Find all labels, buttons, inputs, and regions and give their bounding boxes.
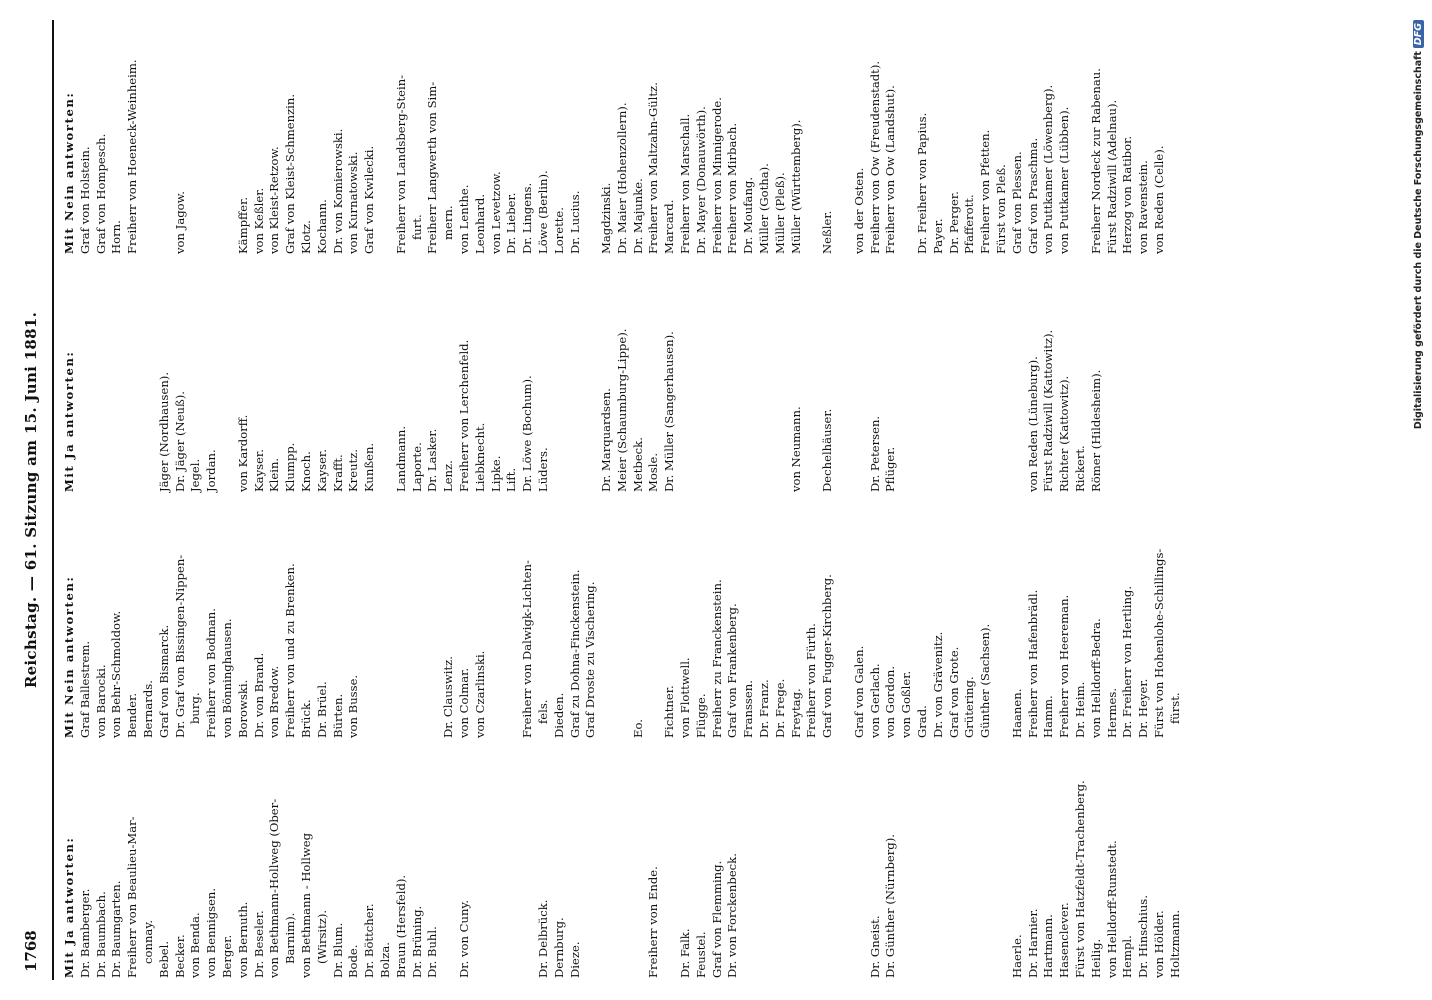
column-spacer — [441, 753, 457, 978]
column-spacer — [504, 753, 520, 978]
member-name: Heilig. — [1088, 938, 1103, 978]
member-name: Dr. Harnier. — [1025, 908, 1040, 978]
member-name: Pfafferott. — [962, 194, 977, 254]
column-spacer — [78, 267, 94, 492]
column-spacer — [141, 14, 157, 254]
page-header — [0, 0, 60, 1000]
member-name: Dr. Brüel. — [314, 681, 329, 738]
column-spacer — [931, 753, 947, 978]
column-spacer — [425, 506, 441, 738]
member-name: Dr. Heyer. — [1136, 678, 1151, 738]
column-spacer — [836, 267, 852, 492]
member-name: Neßler. — [820, 210, 835, 254]
member-name: Graf von Grote. — [946, 646, 961, 738]
column-spacer — [568, 267, 584, 492]
member-name: Freiherr von Heereman. — [1057, 594, 1072, 738]
member-name: Kayser. — [251, 449, 266, 492]
member-name: Payer. — [930, 218, 945, 254]
member-name: burg. — [188, 692, 203, 724]
credit-text: Digitalisierung gefördert durch die Deutsche Forschungsgemeinschaft — [1413, 51, 1424, 430]
member-name: von Reden (Lüneburg). — [1025, 356, 1040, 492]
member-name: Römer (Hildesheim). — [1088, 369, 1103, 492]
column-spacer — [725, 267, 741, 492]
member-name: Fürst von Hatzfeldt-Trachenberg. — [1073, 780, 1087, 978]
member-name: von Goßler. — [899, 670, 914, 738]
member-name: Dr. Perger. — [946, 191, 961, 254]
member-name: fels. — [535, 699, 550, 724]
member-name: Freiherr von Minnigerode. — [709, 97, 724, 254]
member-name: Dr. von Cuny. — [456, 899, 471, 978]
member-name: Metbeck. — [630, 437, 645, 492]
member-name: Müller (Gotha). — [757, 163, 772, 254]
column-spacer — [852, 267, 868, 492]
column-spacer — [520, 753, 536, 978]
member-name: Dr. Hinschius. — [1136, 895, 1151, 978]
column-spacer — [789, 753, 805, 978]
column-spacer — [757, 267, 773, 492]
member-name: Graf Droste zu Vischering. — [583, 581, 598, 738]
column-spacer — [978, 753, 994, 978]
member-name: Freiherr von Bodman. — [204, 608, 219, 738]
member-name: Kreutz. — [346, 449, 361, 492]
page-number: 1768 — [22, 930, 40, 972]
column-spacer — [188, 14, 204, 254]
column-spacer — [836, 753, 852, 978]
member-name: Freytag. — [788, 688, 803, 738]
digitization-credit — [1413, 0, 1427, 1000]
column-2 — [62, 506, 1184, 738]
member-name: Dr. Freiherr von Papius. — [915, 112, 930, 254]
member-name: Graf von Flemming. — [709, 860, 724, 978]
member-name: Dr. von Brand. — [251, 652, 266, 738]
member-name: Freiherr von Beaulieu-Mar- — [125, 816, 140, 978]
member-name: von Czarlinski. — [472, 650, 487, 738]
member-name: Dr. Majunke. — [630, 178, 645, 254]
member-name: Freiherr Nordeck zur Rabenau. — [1088, 68, 1103, 254]
member-name: von Helldorff-Runstedt. — [1104, 840, 1119, 978]
member-name: Bebel. — [156, 940, 171, 978]
member-name: Freiherr von Hoeneck-Weinheim. — [125, 59, 140, 254]
member-name: Hempl. — [1120, 935, 1135, 978]
column-spacer — [773, 753, 789, 978]
member-name: Graf von Holstein. — [77, 146, 92, 254]
column-spacer — [694, 267, 710, 492]
column-spacer — [915, 753, 931, 978]
member-name: Graf Ballestrem. — [77, 640, 92, 738]
member-name: Dr. Bamberger. — [77, 888, 92, 978]
member-name: mern. — [441, 205, 456, 240]
column-spacer — [646, 506, 662, 738]
member-name: Dr. Müller (Sangerhausen). — [662, 331, 677, 492]
member-name: Dr. Löwe (Bochum). — [520, 375, 535, 492]
member-name: Graf von Frankenberg. — [725, 603, 740, 738]
member-name: Klumpp. — [283, 442, 298, 492]
member-name: Fürst von Pleß. — [994, 164, 1009, 254]
member-name: von Kardorff. — [235, 414, 250, 492]
member-name: von Flottwell. — [678, 657, 693, 738]
member-name: Dr. Blum. — [330, 922, 345, 978]
member-name: Dr. Moufang. — [741, 176, 756, 254]
member-name: Dr. Marquardsen. — [599, 388, 614, 492]
member-name: von Reden (Celle). — [1151, 145, 1166, 254]
column-spacer — [220, 267, 236, 492]
column-spacer — [410, 506, 426, 738]
member-name: von Kleist-Retzow. — [267, 146, 282, 254]
member-name: Dr. Lieber. — [504, 192, 519, 254]
member-name: von Neumann. — [788, 406, 803, 492]
member-name: Dr. Delbrück. — [535, 899, 550, 978]
member-name: Dr. Mayer (Donauwörth). — [693, 106, 708, 254]
member-name: Dr. Jäger (Neuß). — [172, 391, 187, 492]
member-name: Freiherr von Landsberg-Stein- — [393, 74, 408, 254]
member-name: Graf von Plessen. — [1009, 151, 1024, 254]
member-name: Fürst von Hohenlohe-Schillings- — [1151, 548, 1166, 738]
member-name: Magdzinski. — [599, 182, 614, 254]
column-spacer — [710, 267, 726, 492]
member-name: Fürst Radziwill (Kattowitz). — [1041, 329, 1056, 492]
column-spacer — [552, 267, 568, 492]
member-name: Liebknecht. — [472, 422, 487, 492]
column-1 — [62, 753, 1184, 978]
member-name: Dr. Gneist. — [867, 915, 882, 978]
member-name: von Bethmann-Hollweg (Ober- — [267, 798, 282, 978]
column-spacer — [599, 753, 615, 978]
member-name: Dr. Günther (Nürnberg). — [883, 834, 898, 978]
member-name: Dr. Baumgarten. — [109, 880, 124, 978]
member-name: Dieze. — [567, 941, 582, 978]
member-name: Grad. — [915, 705, 930, 738]
member-name: Kochann. — [314, 199, 329, 254]
member-name: Dieden. — [551, 692, 566, 738]
column-spacer — [141, 267, 157, 492]
member-name: Müller (Pleß). — [772, 172, 787, 254]
dfg-badge: DFG — [1413, 20, 1424, 48]
member-name: Graf von Kleist-Schmenzin. — [283, 93, 298, 254]
column-spacer — [583, 753, 599, 978]
member-name: Haerle. — [1009, 934, 1024, 978]
member-name: (Wirsitz). — [314, 909, 329, 964]
column-heading: Mit Nein antworten: — [62, 91, 76, 254]
member-name: Dr. Maier (Hohenzollern). — [614, 102, 629, 254]
column-spacer — [394, 506, 410, 738]
member-name: Barnim). — [283, 912, 298, 964]
member-name: Mosle. — [646, 452, 661, 492]
member-name: Bernards. — [140, 680, 155, 738]
column-spacer — [978, 267, 994, 492]
member-name: Freiherr von Pfetten. — [978, 129, 993, 254]
member-name: von Barocki. — [93, 664, 108, 738]
column-spacer — [804, 267, 820, 492]
member-name: furt. — [409, 214, 424, 240]
column-spacer — [773, 267, 789, 492]
member-name: Dr. Baumbach. — [93, 891, 108, 978]
column-spacer — [125, 267, 141, 492]
member-name: Jordan. — [204, 449, 219, 492]
member-name: Graf von Galen. — [851, 645, 866, 738]
member-name: Freiherr von Dalwigk-Lichten- — [520, 560, 535, 738]
member-name: von Levetzow. — [488, 171, 503, 254]
member-name: Laporte. — [409, 442, 424, 492]
column-spacer — [852, 753, 868, 978]
member-name: Freiherr zu Franckenstein. — [709, 579, 724, 738]
member-name: Hartmann. — [1041, 914, 1056, 978]
column-spacer — [804, 753, 820, 978]
member-name: Freiherr von Fürth. — [804, 623, 819, 738]
member-name: Haanen. — [1009, 688, 1024, 738]
member-name: Flügge. — [693, 693, 708, 738]
member-name: fürst. — [1167, 692, 1182, 724]
member-name: von Gerlach. — [867, 663, 882, 738]
column-spacer — [804, 14, 820, 254]
member-name: Klotz. — [298, 220, 313, 254]
column-4 — [62, 14, 1168, 254]
member-name: connay. — [140, 919, 155, 964]
member-name: Graf von Kwilecki. — [362, 145, 377, 254]
member-name: Freiherr von Maltzahn-Gültz. — [646, 82, 661, 254]
member-name: Dechelhäuser. — [820, 408, 835, 492]
member-name: von Bönninghausen. — [219, 618, 234, 738]
member-name: Graf zu Dohna-Finckenstein. — [567, 569, 582, 738]
member-name: Pflüger. — [883, 446, 898, 492]
member-name: Feustel. — [693, 931, 708, 978]
member-name: Dr. Graf von Bissingen-Nippen- — [172, 554, 187, 738]
header-rule — [52, 20, 54, 980]
member-name: von Kurnatowski. — [346, 151, 361, 254]
column-spacer — [157, 14, 173, 254]
member-name: von Puttkamer (Lübben). — [1057, 106, 1072, 254]
column-spacer — [899, 14, 915, 254]
column-spacer — [757, 753, 773, 978]
column-spacer — [220, 14, 236, 254]
member-name: Dr. Franz. — [757, 679, 772, 738]
member-name: von Gordon. — [883, 665, 898, 738]
member-name: Graf von Fugger-Kirchberg. — [820, 574, 835, 738]
column-spacer — [109, 267, 125, 492]
member-name: Holtzmann. — [1167, 909, 1182, 978]
member-name: von Keßler. — [251, 187, 266, 254]
member-name: Krafft. — [330, 454, 345, 492]
member-name: Dr. Heim. — [1073, 681, 1087, 738]
member-name: von Lenthe. — [456, 184, 471, 254]
column-spacer — [489, 753, 505, 978]
member-name: Bender. — [125, 692, 140, 738]
column-3 — [62, 267, 1105, 492]
member-name: von der Osten. — [851, 167, 866, 254]
member-name: Dr. Petersen. — [867, 415, 882, 492]
member-name: Marcard. — [662, 199, 677, 254]
column-spacer — [931, 267, 947, 492]
member-name: Bürten. — [330, 693, 345, 738]
member-name: Becker. — [172, 934, 187, 978]
column-spacer — [915, 267, 931, 492]
column-spacer — [615, 506, 631, 738]
member-name: Lüders. — [535, 447, 550, 492]
column-heading: Mit Nein antworten: — [62, 575, 76, 738]
member-name: Graf von Hompesch. — [93, 133, 108, 254]
member-name: Lenz. — [441, 460, 456, 492]
column-spacer — [994, 753, 1010, 978]
member-name: Dr. Buhl. — [425, 926, 440, 978]
member-name: Richter (Kattowitz). — [1057, 375, 1072, 492]
column-spacer — [631, 753, 647, 978]
member-name: Dr. Falk. — [678, 928, 693, 978]
member-name: Dr. Clauswitz. — [441, 656, 456, 738]
member-name: Borowski. — [235, 679, 250, 738]
member-name: Horn. — [109, 220, 124, 254]
member-name: Freiherr von und zu Brenken. — [283, 563, 298, 738]
column-spacer — [947, 753, 963, 978]
member-name: Brück. — [298, 699, 313, 738]
member-name: von Helldorff-Bedra. — [1088, 618, 1103, 738]
member-name: Leonhard. — [472, 193, 487, 254]
member-name: Lipke. — [488, 455, 503, 492]
member-name: Dr. Brüning. — [409, 905, 424, 978]
member-name: von Hölder. — [1151, 910, 1166, 978]
column-spacer — [947, 267, 963, 492]
column-heading: Mit Ja antworten: — [62, 836, 76, 978]
column-spacer — [473, 753, 489, 978]
member-name: Dr. Böttcher. — [362, 903, 377, 978]
column-spacer — [741, 753, 757, 978]
column-spacer — [962, 267, 978, 492]
member-name: von Bethmann - Hollweg — [298, 832, 313, 978]
member-name: Dr. Beseler. — [251, 910, 266, 978]
member-name: Kämpffer. — [235, 196, 250, 254]
column-spacer — [489, 506, 505, 738]
member-name: von Bennigsen. — [204, 887, 219, 978]
column-spacer — [504, 506, 520, 738]
member-name: Freiherr Langwerth von Sim- — [425, 81, 440, 254]
column-spacer — [1073, 14, 1089, 254]
column-spacer — [599, 506, 615, 738]
column-spacer — [94, 267, 110, 492]
member-name: Franssen. — [741, 680, 756, 738]
member-name: Klein. — [267, 457, 282, 492]
column-spacer — [836, 506, 852, 738]
column-spacer — [741, 267, 757, 492]
member-name: von Behr-Schmoldow. — [109, 610, 124, 738]
column-spacer — [836, 14, 852, 254]
member-name: Freiherr von Mirbach. — [725, 122, 740, 254]
column-spacer — [1010, 267, 1026, 492]
member-name: Eo. — [630, 719, 645, 738]
member-name: von Ravenstein. — [1136, 160, 1151, 254]
column-spacer — [994, 506, 1010, 738]
member-name: Fichtner. — [662, 685, 677, 738]
member-name: Herzog von Ratibor. — [1120, 135, 1135, 254]
column-spacer — [962, 753, 978, 978]
column-spacer — [615, 753, 631, 978]
member-name: Jegel. — [188, 458, 203, 492]
member-name: Dr. von Grävenitz. — [930, 631, 945, 738]
member-name: Dr. von Forckenbeck. — [725, 853, 740, 978]
member-name: Löwe (Berlin). — [535, 170, 550, 254]
member-name: Dr. Lasker. — [425, 428, 440, 492]
member-name: Graf von Bismarck. — [156, 624, 171, 738]
member-name: Freiherr von Ow (Freudenstadt). — [867, 60, 882, 254]
member-name: Graf von Praschma. — [1025, 137, 1040, 254]
member-name: Hasenclever. — [1057, 902, 1072, 978]
column-spacer — [662, 753, 678, 978]
column-spacer — [378, 14, 394, 254]
member-name: Braun (Hersfeld). — [393, 874, 408, 978]
member-name: von Colmar. — [456, 667, 471, 738]
column-spacer — [820, 753, 836, 978]
column-spacer — [899, 753, 915, 978]
member-name: Dr. Freiherr von Hertling. — [1120, 585, 1135, 738]
member-name: Dr. Frege. — [772, 678, 787, 738]
member-name: Berger. — [219, 934, 234, 978]
member-name: Müller (Württemberg). — [788, 119, 803, 254]
member-name: von Jagow. — [172, 191, 187, 254]
member-name: Freiherr von Ow (Landshut). — [883, 85, 898, 254]
member-name: Bode. — [346, 944, 361, 978]
member-name: Kunßen. — [362, 442, 377, 492]
column-spacer — [994, 267, 1010, 492]
member-name: von Bernuth. — [235, 901, 250, 978]
member-name: von Puttkamer (Löwenberg). — [1041, 84, 1056, 254]
member-name: Landmann. — [393, 425, 408, 492]
member-name: Dr. Lucius. — [567, 190, 582, 254]
column-heading: Mit Ja antworten: — [62, 350, 76, 492]
member-name: Freiherr von Ende. — [646, 866, 661, 978]
member-name: von Benda. — [188, 912, 203, 978]
member-name: Dernburg. — [551, 917, 566, 978]
column-spacer — [899, 267, 915, 492]
member-name: Knoch. — [298, 451, 313, 492]
member-name: von Bredow. — [267, 665, 282, 738]
page-title: Reichstag. — 61. Sitzung am 15. Juni 1881. — [22, 311, 40, 689]
member-name: Grütering. — [962, 676, 977, 738]
column-spacer — [378, 506, 394, 738]
member-name: Lift. — [504, 467, 519, 492]
member-name: Rickert. — [1073, 445, 1087, 492]
member-name: Hermes. — [1104, 687, 1119, 738]
member-name: Günther (Sachsen). — [978, 623, 993, 738]
member-name: Freiherr von Hafenbrädl. — [1025, 589, 1040, 738]
member-name: Bolza. — [377, 942, 392, 978]
member-name: Dr. Lingens. — [520, 182, 535, 254]
member-name: Freiherr von Lerchenfeld. — [456, 339, 471, 492]
member-name: Fürst Radziwill (Adelnau). — [1104, 99, 1119, 254]
member-name: Hamm. — [1041, 695, 1056, 738]
column-spacer — [204, 14, 220, 254]
member-name: Lorette. — [551, 207, 566, 254]
column-spacer — [378, 267, 394, 492]
member-name: Meier (Schaumburg-Lippe). — [614, 328, 629, 492]
column-spacer — [678, 267, 694, 492]
member-name: Jäger (Nordhausen). — [156, 371, 171, 492]
column-spacer — [362, 506, 378, 738]
member-name: von Busse. — [346, 674, 361, 738]
member-name: Dr. von Komierowski. — [330, 128, 345, 254]
column-spacer — [583, 14, 599, 254]
column-spacer — [583, 267, 599, 492]
member-name: Freiherr von Marschall. — [678, 113, 693, 254]
member-name: Kayser. — [314, 449, 329, 492]
